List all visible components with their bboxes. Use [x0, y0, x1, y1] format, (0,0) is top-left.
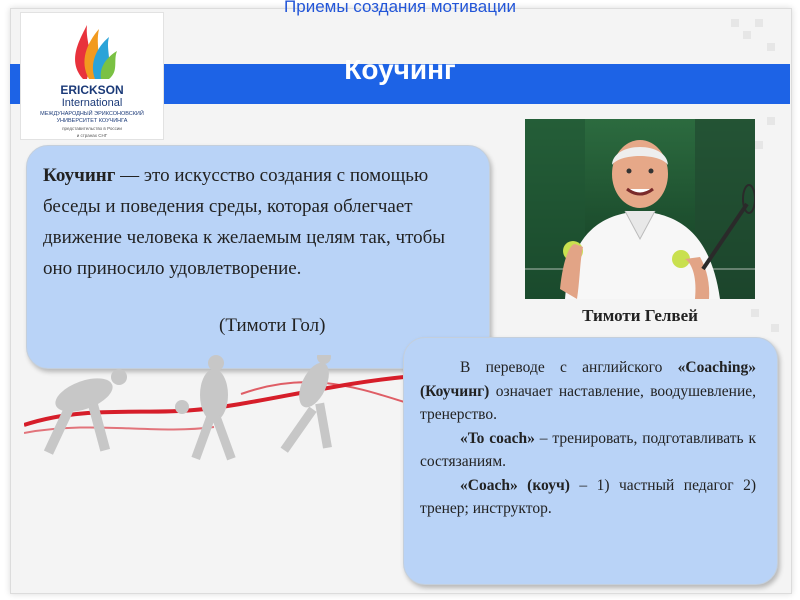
translation-p2-term: «To coach» — [460, 429, 535, 447]
logo-caption-line: УНИВЕРСИТЕТ КОУЧИНГА — [56, 118, 128, 124]
logo-caption-line: и странах СНГ — [76, 133, 108, 138]
translation-p3-term: «Coach» (коуч) — [460, 476, 570, 494]
photo-caption: Тимоти Гелвей — [582, 306, 698, 325]
logo-caption-line: МЕЖДУНАРОДНЫЙ ЭРИКСОНОВСКИЙ — [40, 111, 144, 117]
translation-box — [403, 337, 778, 585]
slide-top-title: Приемы создания мотивации — [284, 0, 516, 16]
logo-name: ERICKSON — [60, 83, 124, 97]
translation-p3-post: – 1) частный педагог 2) тренер; инструктор. — [420, 476, 756, 517]
definition-body: — это искусство создания с помощью беседы и поведения среды, которая облегчает движение человека к желаемым целям так, чтобы оно приносило удовлетворение. — [43, 165, 446, 279]
translation-p2-post: – тренировать, подготавливать к состязаниям. — [420, 429, 757, 470]
logo-caption-line: представительство в России — [62, 126, 122, 131]
translation-text — [420, 356, 756, 521]
definition-author: (Тимоти Гол) — [219, 315, 326, 336]
portrait-image — [525, 119, 755, 299]
flame-logo-icon — [65, 21, 121, 81]
translation-p1-term: «Coaching» (Коучинг) — [420, 359, 756, 400]
logo-subtitle: International — [61, 97, 123, 109]
logo-caption — [27, 111, 157, 139]
definition-term: Коучинг — [43, 165, 116, 186]
translation-paragraph — [420, 427, 756, 474]
sports-figures-illustration — [24, 355, 414, 475]
translation-paragraph — [420, 474, 756, 521]
definition-text — [43, 160, 473, 284]
slide-band-title: Коучинг — [344, 54, 456, 85]
definition-box — [26, 145, 490, 369]
translation-paragraph — [420, 356, 756, 427]
erickson-logo — [20, 12, 164, 140]
translation-p1-pre: В переводе с английского — [460, 359, 678, 376]
photo-timothy-gallwey — [525, 119, 755, 299]
translation-p1-post: означает наставление, воодушевление, тренерство. — [420, 382, 756, 423]
